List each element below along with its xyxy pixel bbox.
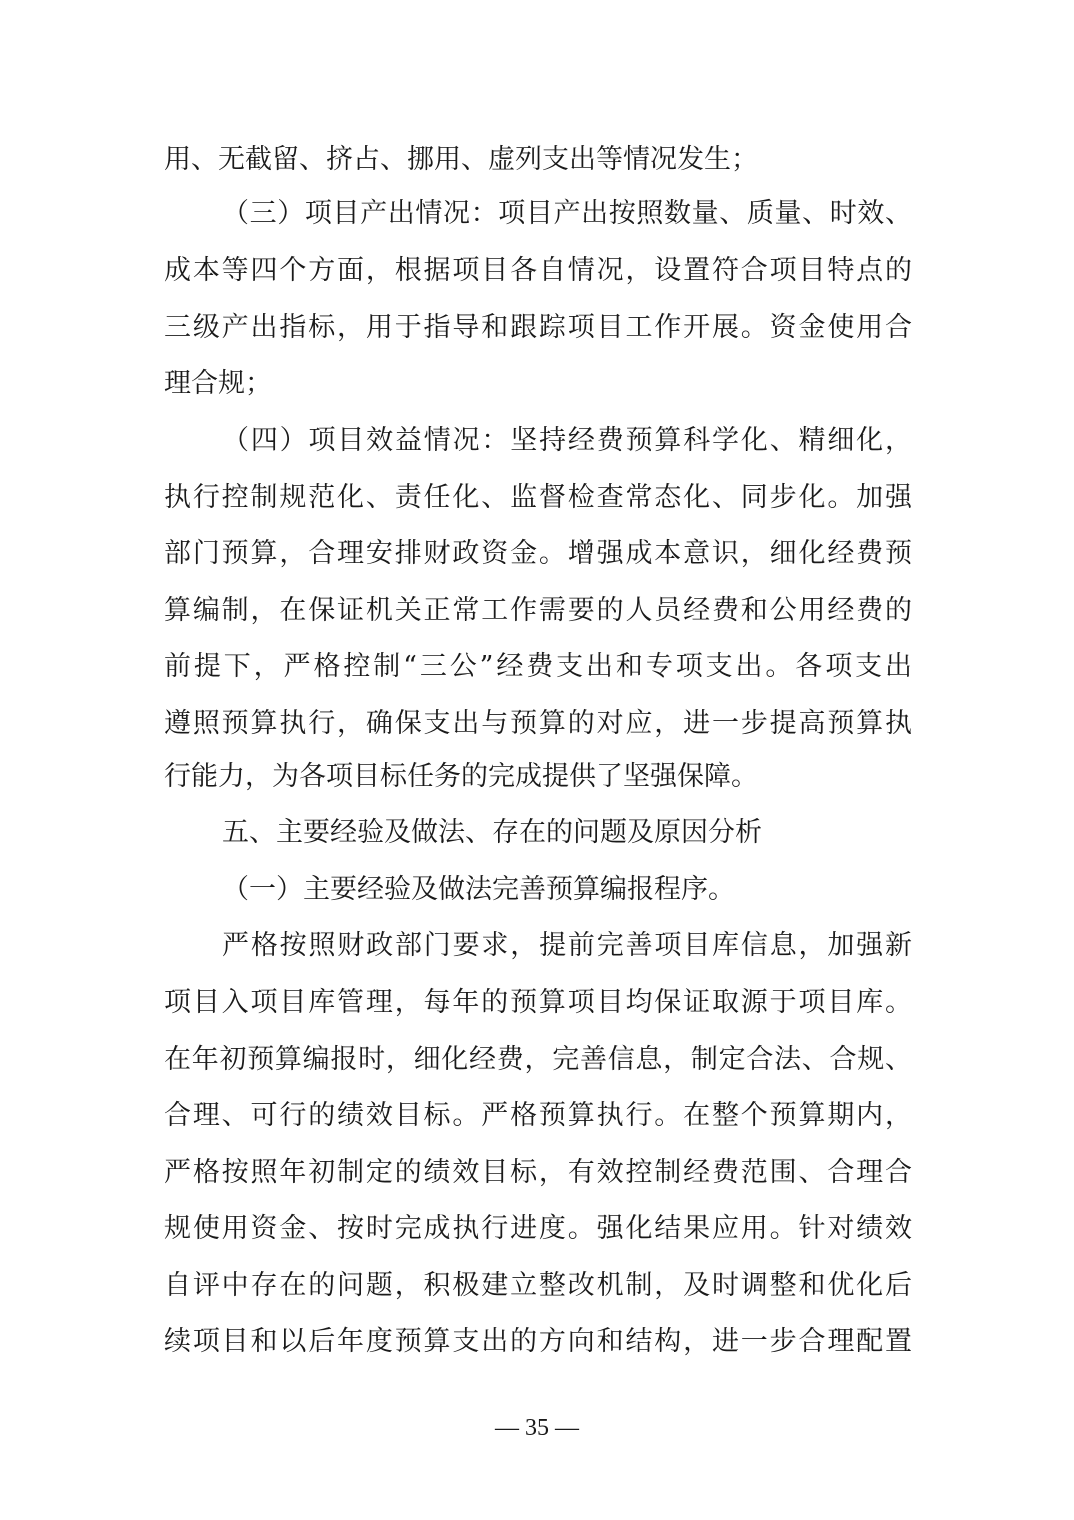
text-line-8: 部门预算，合理安排财政资金。增强成本意识，细化经费预 [164, 538, 912, 569]
text-line-19: 严格按照年初制定的绩效目标，有效控制经费范围、合理合 [164, 1157, 912, 1188]
text-line-5: 理合规； [164, 368, 272, 399]
text-line-2: （三）项目产出情况：项目产出按照数量、质量、时效、 [222, 198, 912, 229]
section-heading: 五、主要经验及做法、存在的问题及原因分析 [222, 817, 762, 848]
text-line-11: 遵照预算执行，确保支出与预算的对应，进一步提高预算执 [164, 708, 912, 739]
text-line-3: 成本等四个方面，根据项目各自情况，设置符合项目特点的 [164, 255, 912, 286]
subsection-heading: （一）主要经验及做法完善预算编报程序。 [222, 874, 735, 905]
text-line-7: 执行控制规范化、责任化、监督检查常态化、同步化。加强 [164, 482, 912, 513]
text-line-16: 项目入项目库管理，每年的预算项目均保证取源于项目库。 [164, 987, 912, 1018]
page-number: — 35 — [495, 1415, 579, 1441]
text-line-22: 续项目和以后年度预算支出的方向和结构，进一步合理配置 [164, 1326, 912, 1357]
text-line-6: （四）项目效益情况：坚持经费预算科学化、精细化， [222, 425, 912, 456]
text-line-4: 三级产出指标，用于指导和跟踪项目工作开展。资金使用合 [164, 312, 912, 343]
text-line-9: 算编制，在保证机关正常工作需要的人员经费和公用经费的 [164, 595, 912, 626]
text-line-12: 行能力，为各项目标任务的完成提供了坚强保障。 [164, 761, 758, 792]
text-line-21: 自评中存在的问题，积极建立整改机制，及时调整和优化后 [164, 1270, 912, 1301]
text-line-17: 在年初预算编报时，细化经费，完善信息，制定合法、合规、 [164, 1044, 912, 1075]
text-line-15: 严格按照财政部门要求，提前完善项目库信息，加强新 [222, 930, 912, 961]
text-line-18: 合理、可行的绩效目标。严格预算执行。在整个预算期内， [164, 1100, 912, 1131]
text-line-20: 规使用资金、按时完成执行进度。强化结果应用。针对绩效 [164, 1213, 912, 1244]
text-line-1: 用、无截留、挤占、挪用、虚列支出等情况发生； [164, 144, 758, 175]
text-line-10: 前提下，严格控制“三公”经费支出和专项支出。各项支出 [164, 651, 912, 682]
